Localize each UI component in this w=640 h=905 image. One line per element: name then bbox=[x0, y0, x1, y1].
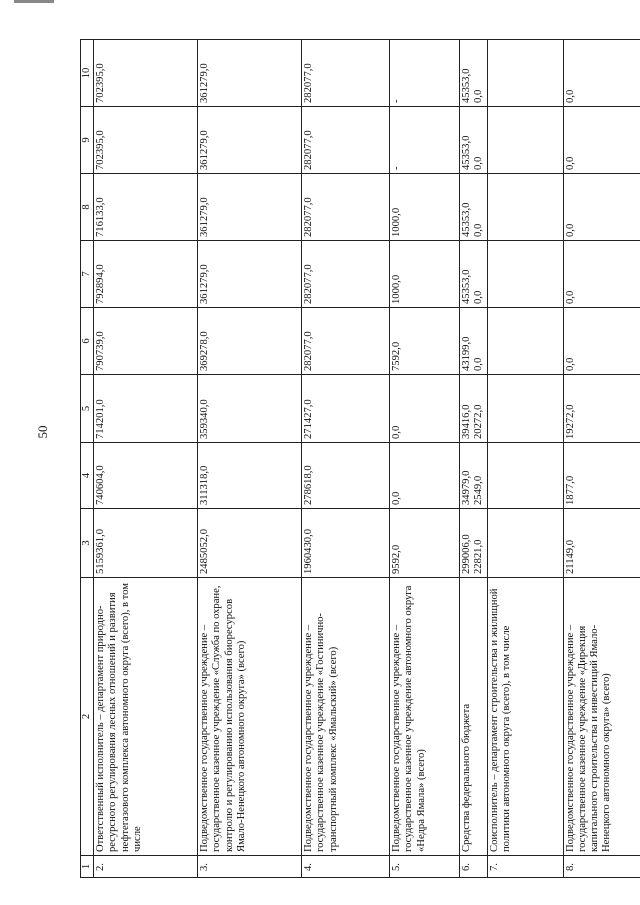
header-cell: 4 bbox=[81, 443, 94, 509]
value-text: 790739,0 bbox=[95, 331, 107, 371]
value-cell bbox=[198, 241, 302, 308]
value-cell bbox=[94, 107, 198, 174]
value-text: 369278,0 bbox=[199, 331, 211, 371]
value-text: 0,0 bbox=[564, 156, 576, 170]
value-cell bbox=[390, 375, 460, 443]
value-cell bbox=[460, 509, 487, 578]
value-cell bbox=[94, 443, 198, 509]
value-cell bbox=[487, 308, 563, 375]
value-text: 299006,0 bbox=[461, 534, 473, 574]
value-text: 0,0 bbox=[473, 89, 485, 103]
header-cell: 3 bbox=[81, 509, 94, 578]
value-cell bbox=[198, 40, 302, 107]
value-cell bbox=[302, 308, 390, 375]
table-row bbox=[460, 40, 487, 878]
row-name: Подведомственное государственное учреждение – государственное казенное учреждение «Служба по охране, контролю и регулированию использования биоресурсов Ямало-Ненецкого автономного округа» (всего) bbox=[198, 578, 302, 856]
value-cell bbox=[198, 308, 302, 375]
value-text: 21149,0 bbox=[564, 539, 576, 574]
value-cell bbox=[390, 241, 460, 308]
value-cell bbox=[460, 40, 487, 107]
value-text: 0,0 bbox=[391, 491, 403, 505]
value-text: 702395,0 bbox=[95, 63, 107, 103]
value-text: 359340,0 bbox=[199, 399, 211, 439]
row-name: Соисполнитель – департамент строительства и жилищной политики автономного округа (всего), в том числе bbox=[487, 578, 563, 856]
value-cell bbox=[460, 375, 487, 443]
value-cell bbox=[487, 443, 563, 509]
row-name: Средства федерального бюджета bbox=[460, 578, 487, 856]
value-text: 0,0 bbox=[473, 156, 485, 170]
table-row bbox=[487, 40, 563, 878]
value-text: 0,0 bbox=[564, 223, 576, 237]
budget-table bbox=[80, 39, 640, 878]
value-cell bbox=[460, 107, 487, 174]
value-text: 714201,0 bbox=[95, 399, 107, 439]
header-row bbox=[81, 40, 94, 878]
value-text: 716133,0 bbox=[95, 197, 107, 237]
row-name: Подведомственное государственное учреждение – государственное казенное учреждение «Гостинично-транспортный комплекс «Ямальский» (всего) bbox=[302, 578, 390, 856]
value-text: 7592,0 bbox=[391, 341, 403, 371]
value-text: 278618,0 bbox=[303, 465, 315, 505]
value-cell bbox=[302, 40, 390, 107]
row-index: 5. bbox=[390, 856, 460, 878]
value-text: 0,0 bbox=[473, 357, 485, 371]
value-text: - bbox=[391, 166, 403, 170]
header-cell: 6 bbox=[81, 308, 94, 375]
value-cell bbox=[563, 375, 640, 443]
value-cell bbox=[302, 443, 390, 509]
value-text: 311318,0 bbox=[199, 465, 211, 505]
value-cell bbox=[94, 40, 198, 107]
header-cell: 5 bbox=[81, 375, 94, 443]
value-cell bbox=[563, 443, 640, 509]
value-cell bbox=[563, 241, 640, 308]
table-row bbox=[94, 40, 198, 878]
table-row bbox=[390, 40, 460, 878]
value-cell bbox=[302, 509, 390, 578]
value-text: 271427,0 bbox=[303, 399, 315, 439]
header-cell: 1 bbox=[81, 856, 94, 878]
value-cell bbox=[390, 443, 460, 509]
value-cell bbox=[390, 308, 460, 375]
value-cell bbox=[198, 174, 302, 241]
value-text: 361279,0 bbox=[199, 197, 211, 237]
value-text: 361279,0 bbox=[199, 130, 211, 170]
value-text: - bbox=[391, 99, 403, 103]
value-cell bbox=[198, 509, 302, 578]
row-index: 2. bbox=[94, 856, 198, 878]
value-text: 1877,0 bbox=[564, 475, 576, 505]
value-text: 9592,0 bbox=[391, 544, 403, 574]
value-text: 361279,0 bbox=[199, 264, 211, 304]
value-cell bbox=[94, 308, 198, 375]
scan-edge-mark bbox=[14, 0, 54, 3]
value-cell bbox=[390, 107, 460, 174]
value-text: 1960430,0 bbox=[303, 528, 315, 574]
value-cell bbox=[198, 107, 302, 174]
value-text: 0,0 bbox=[473, 223, 485, 237]
row-name: Подведомственное государственное учреждение – государственное казенное учреждение автономного округа «Недра Ямала» (всего) bbox=[390, 578, 460, 856]
table-row bbox=[302, 40, 390, 878]
header-cell: 8 bbox=[81, 174, 94, 241]
value-text: 34979,0 bbox=[461, 470, 473, 505]
value-cell bbox=[198, 375, 302, 443]
value-cell bbox=[94, 509, 198, 578]
value-text: 0,0 bbox=[564, 89, 576, 103]
value-cell bbox=[563, 174, 640, 241]
page-number-text: 50 bbox=[35, 425, 50, 439]
value-text: 0,0 bbox=[391, 425, 403, 439]
row-name: Ответственный исполнитель – департамент природно-ресурсного регулирования лесных отношений и развития нефтегазового комплекса автономного округа (всего), в том числе bbox=[94, 578, 198, 856]
value-cell bbox=[460, 443, 487, 509]
value-text: 45353,0 bbox=[461, 269, 473, 304]
row-index: 4. bbox=[302, 856, 390, 878]
value-text: 22821,0 bbox=[473, 539, 485, 574]
value-text: 282077,0 bbox=[303, 63, 315, 103]
value-cell bbox=[487, 107, 563, 174]
value-text: 45353,0 bbox=[461, 135, 473, 170]
value-text: 0,0 bbox=[564, 290, 576, 304]
value-text: 2549,0 bbox=[473, 475, 485, 505]
value-cell bbox=[302, 107, 390, 174]
header-cell: 9 bbox=[81, 107, 94, 174]
value-text: 1000,0 bbox=[391, 274, 403, 304]
row-index: 8. bbox=[563, 856, 640, 878]
value-text: 20272,0 bbox=[473, 404, 485, 439]
value-cell bbox=[94, 241, 198, 308]
value-text: 2485052,0 bbox=[199, 528, 211, 574]
value-cell bbox=[302, 241, 390, 308]
header-cell: 2 bbox=[81, 578, 94, 856]
table-row bbox=[563, 40, 640, 878]
value-text: 740604,0 bbox=[95, 465, 107, 505]
value-text: 0,0 bbox=[473, 290, 485, 304]
value-cell bbox=[302, 174, 390, 241]
value-cell bbox=[487, 174, 563, 241]
table-row bbox=[198, 40, 302, 878]
table-body bbox=[94, 40, 640, 878]
value-text: 43199,0 bbox=[461, 336, 473, 371]
value-text: 39416,0 bbox=[461, 404, 473, 439]
value-text: 45353,0 bbox=[461, 202, 473, 237]
value-text: 1000,0 bbox=[391, 207, 403, 237]
value-text: 5159361,0 bbox=[95, 528, 107, 574]
value-cell bbox=[198, 443, 302, 509]
value-text: 282077,0 bbox=[303, 331, 315, 371]
value-cell bbox=[460, 174, 487, 241]
rotated-table-container bbox=[80, 40, 613, 878]
value-cell bbox=[563, 40, 640, 107]
value-cell bbox=[563, 107, 640, 174]
value-cell bbox=[487, 509, 563, 578]
value-cell bbox=[390, 174, 460, 241]
value-text: 792894,0 bbox=[95, 264, 107, 304]
value-cell bbox=[563, 509, 640, 578]
row-index: 7. bbox=[487, 856, 563, 878]
value-cell bbox=[487, 241, 563, 308]
value-cell bbox=[302, 375, 390, 443]
row-index: 6. bbox=[460, 856, 487, 878]
header-cell: 10 bbox=[81, 40, 94, 107]
value-cell bbox=[390, 40, 460, 107]
value-text: 45353,0 bbox=[461, 68, 473, 103]
value-cell bbox=[563, 308, 640, 375]
page-number bbox=[36, 412, 49, 452]
row-name: Подведомственное государственное учреждение – государственное казенное учреждение «Дирекция капитального строительства и инвестиций Ямало-Ненецкого автономного округа» (всего) bbox=[563, 578, 640, 856]
value-text: 19272,0 bbox=[564, 404, 576, 439]
value-text: 361279,0 bbox=[199, 63, 211, 103]
value-cell bbox=[94, 174, 198, 241]
row-index: 3. bbox=[198, 856, 302, 878]
value-cell bbox=[460, 308, 487, 375]
value-cell bbox=[460, 241, 487, 308]
value-text: 282077,0 bbox=[303, 197, 315, 237]
value-text: 702395,0 bbox=[95, 130, 107, 170]
value-cell bbox=[390, 509, 460, 578]
value-text: 282077,0 bbox=[303, 130, 315, 170]
value-text: 282077,0 bbox=[303, 264, 315, 304]
value-cell bbox=[94, 375, 198, 443]
header-cell: 7 bbox=[81, 241, 94, 308]
value-cell bbox=[487, 375, 563, 443]
value-cell bbox=[487, 40, 563, 107]
value-text: 0,0 bbox=[564, 357, 576, 371]
